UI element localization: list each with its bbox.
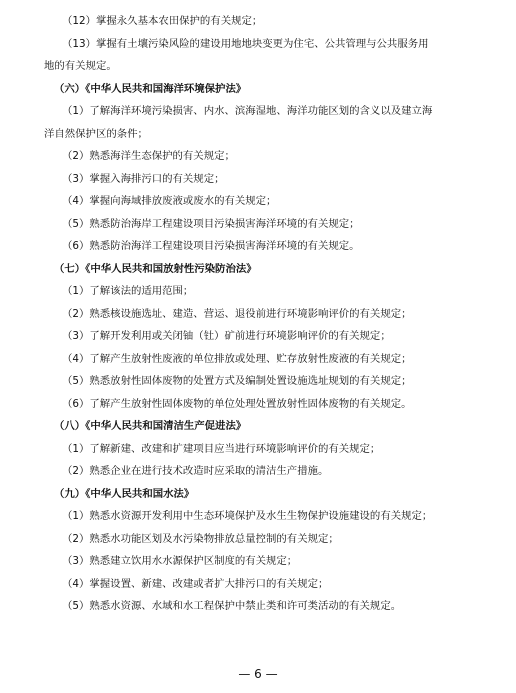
list-item: （6）了解产生放射性固体废物的单位处理处置放射性固体废物的有关规定。: [62, 397, 412, 410]
list-item: （2）熟悉水功能区划及水污染物排放总量控制的有关规定；: [62, 532, 339, 545]
list-item: （3）掌握入海排污口的有关规定；: [62, 172, 225, 185]
list-item: （5）熟悉放射性固体废物的处置方式及编制处置设施选址规划的有关规定；: [62, 375, 412, 387]
list-item: （4）掌握设置、新建、改建或者扩大排污口的有关规定；: [62, 577, 329, 590]
list-item: （13）掌握有土壤污染风险的建设用地地块变更为住宅、公共管理与公共服务用: [62, 37, 429, 50]
list-item: （12）掌握永久基本农田保护的有关规定；: [62, 15, 263, 27]
list-item: （2）熟悉海洋生态保护的有关规定；: [62, 150, 235, 162]
list-item: （1）了解海洋环境污染损害、内水、滨海湿地、海洋功能区划的含义以及建立海: [62, 105, 433, 117]
list-item: （1）了解该法的适用范围；: [62, 285, 194, 297]
list-item: （3）熟悉建立饮用水水源保护区制度的有关规定；: [62, 555, 298, 567]
page-number: — 6 —: [238, 667, 278, 681]
list-item: （2）熟悉核设施选址、建造、营运、退役前进行环境影响评价的有关规定；: [62, 307, 412, 320]
list-item: （1）了解新建、改建和扩建项目应当进行环境影响评价的有关规定；: [62, 442, 381, 455]
list-item: （2）熟悉企业在进行技术改造时应采取的清洁生产措施。: [62, 465, 329, 477]
list-item: （4）了解产生放射性废液的单位排放或处理、贮存放射性废液的有关规定；: [62, 352, 412, 365]
section-heading: （七）《中华人民共和国放射性污染防治法》: [54, 262, 257, 275]
document-body: [44, 10, 484, 618]
list-item: （5）熟悉防治海岸工程建设项目污染损害海洋环境的有关规定；: [62, 217, 360, 230]
section-heading: （八）《中华人民共和国清洁生产促进法》: [54, 420, 247, 432]
list-item: （1）熟悉水资源开发利用中生态环境保护及水生生物保护设施建设的有关规定；: [62, 510, 433, 522]
list-item: （6）熟悉防治海洋工程建设项目污染损害海洋环境的有关规定。: [62, 240, 360, 252]
list-item: （3）了解开发利用或关闭铀（钍）矿前进行环境影响评价的有关规定；: [62, 330, 391, 342]
section-heading: （九）《中华人民共和国水法》: [54, 487, 195, 500]
paragraph-continuation: 洋自然保护区的条件；: [44, 127, 148, 140]
section-heading: （六）《中华人民共和国海洋环境保护法》: [54, 82, 247, 95]
paragraph-continuation: 地的有关规定。: [44, 60, 117, 72]
list-item: （5）熟悉水资源、水域和水工程保护中禁止类和许可类活动的有关规定。: [62, 600, 402, 612]
list-item: （4）掌握向海域排放废液或废水的有关规定；: [62, 195, 277, 207]
